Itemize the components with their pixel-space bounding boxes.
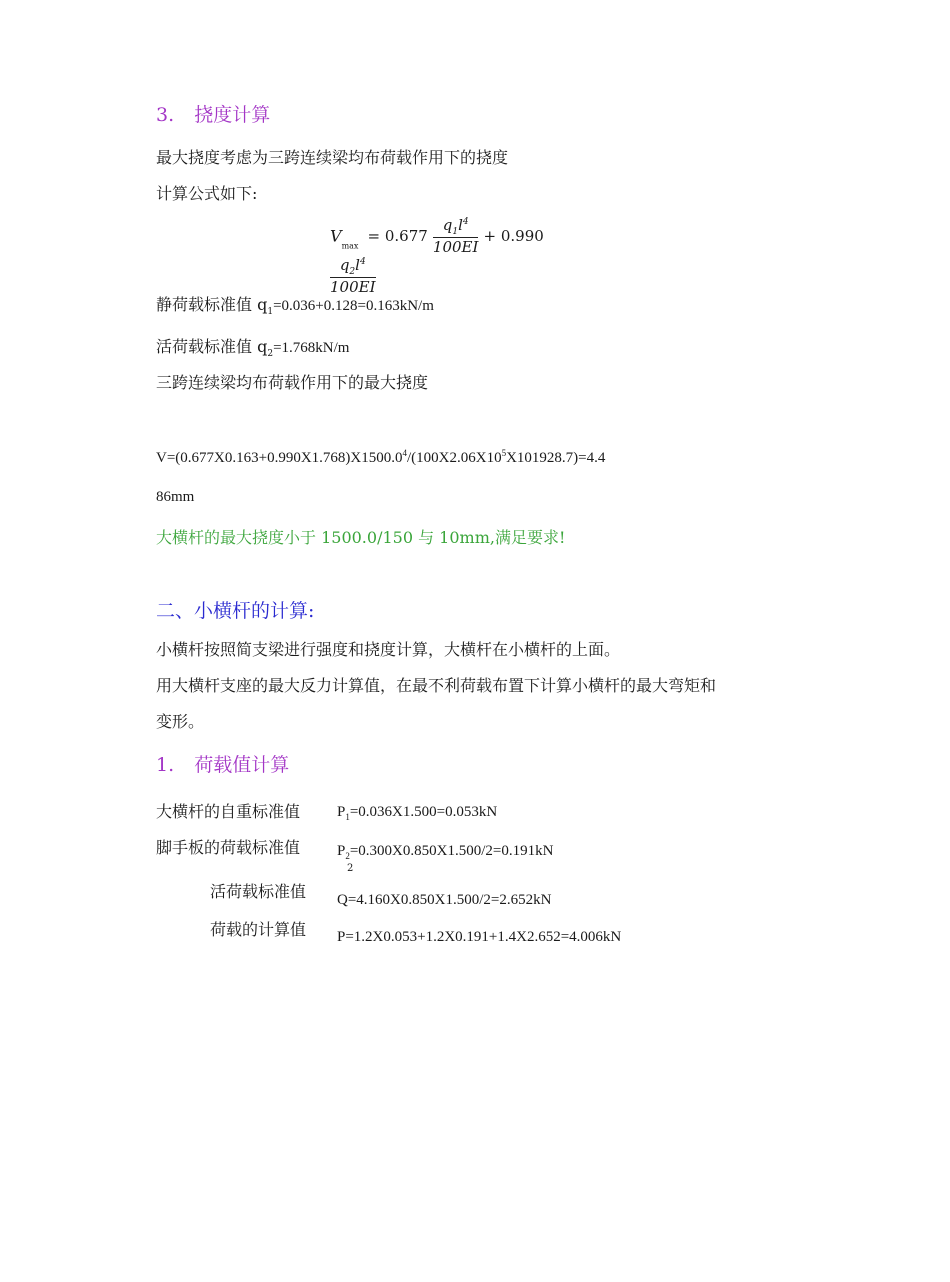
- formula-frac1: [433, 216, 479, 256]
- deflection-calc-continuation: 86mm: [156, 489, 195, 505]
- deflection-formula: [330, 216, 590, 296]
- load-row-value: P=1.2X0.053+1.2X0.191+1.4X2.652=4.006kN: [337, 929, 622, 945]
- live-load-label: 活荷载标准值 q: [156, 337, 268, 356]
- paragraph-1: 小横杆按照简支梁进行强度和挠度计算，大横杆在小横杆的上面。: [156, 640, 621, 659]
- section-title: 挠度计算: [194, 104, 271, 126]
- frac1-q: q: [442, 216, 453, 234]
- row0-value: =0.036X1.500=0.053kN: [349, 804, 498, 820]
- row0-sub: 1: [345, 812, 350, 822]
- load-row-value: [337, 804, 497, 822]
- formula-coef1: = 0.677: [367, 227, 428, 245]
- static-load-value: =0.036+0.128=0.163kN/m: [273, 298, 434, 314]
- live-load-sub: 2: [267, 349, 274, 360]
- row0-sym: P: [337, 804, 346, 820]
- section-heading: [156, 100, 270, 127]
- subsection-heading: [156, 750, 289, 777]
- load-row-value: [337, 843, 553, 861]
- live-load-line: [156, 334, 349, 359]
- max-deflection-label: 三跨连续梁均布荷载作用下的最大挠度: [156, 373, 429, 392]
- frac1-exp: 4: [462, 217, 469, 227]
- frac2-q: q: [339, 256, 350, 274]
- calc-part-c: X101928.7)=4.4: [506, 450, 606, 466]
- paragraph-2a: 用大横杆支座的最大反力计算值，在最不利荷载布置下计算小横杆的最大弯矩和: [156, 676, 717, 695]
- row1-sub-below: 2: [347, 863, 354, 874]
- load-row-value: Q=4.160X0.850X1.500/2=2.652kN: [337, 892, 552, 908]
- conclusion-text: 大横杆的最大挠度小于 1500.0/150 与 10mm,满足要求!: [156, 528, 566, 547]
- frac1-q-sub: 1: [452, 227, 459, 237]
- calc-part-a: V=(0.677X0.163+0.990X1.768)X1500.0: [156, 450, 403, 466]
- intro-text: 最大挠度考虑为三跨连续梁均布荷载作用下的挠度: [156, 148, 509, 167]
- frac1-den: 100EI: [432, 238, 479, 256]
- row1-sym: P: [337, 843, 346, 859]
- load-row-label: 荷载的计算值: [210, 921, 306, 939]
- subsection-title: 荷载值计算: [194, 754, 290, 776]
- deflection-calc-line: [156, 448, 605, 467]
- static-load-sub: 1: [267, 307, 274, 318]
- section-number: 3.: [156, 104, 175, 126]
- frac2-den: 100EI: [330, 278, 376, 296]
- load-row-label: 脚手板的荷载标准值: [156, 839, 301, 857]
- row1-value: =0.300X0.850X1.500/2=0.191kN: [349, 843, 554, 859]
- calc-part-b: /(100X2.06X10: [407, 450, 502, 466]
- frac2-q-sub: 2: [349, 267, 356, 277]
- load-row-label: 活荷载标准值: [210, 883, 306, 901]
- formula-intro: 计算公式如下:: [156, 184, 258, 203]
- formula-lhs-sub: max: [341, 241, 359, 251]
- frac2-l: l: [355, 256, 360, 274]
- static-load-label: 静荷载标准值 q: [156, 295, 268, 314]
- formula-frac2: [330, 256, 376, 296]
- frac1-l: l: [458, 216, 463, 234]
- paragraph-2b: 变形。: [156, 712, 205, 731]
- formula-plus: + 0.990: [483, 227, 544, 245]
- calc-exp-b: 5: [501, 448, 507, 458]
- live-load-value: =1.768kN/m: [273, 340, 350, 356]
- subsection-number: 1.: [156, 754, 175, 776]
- calc-exp-a: 4: [402, 448, 407, 458]
- formula-lhs: V: [330, 226, 342, 246]
- static-load-line: [156, 292, 434, 317]
- chapter-heading: 二、小横杆的计算:: [156, 600, 315, 622]
- load-row-label: 大横杆的自重标准值: [156, 803, 301, 821]
- frac2-exp: 4: [359, 257, 366, 267]
- row1-sub: 2: [345, 851, 350, 861]
